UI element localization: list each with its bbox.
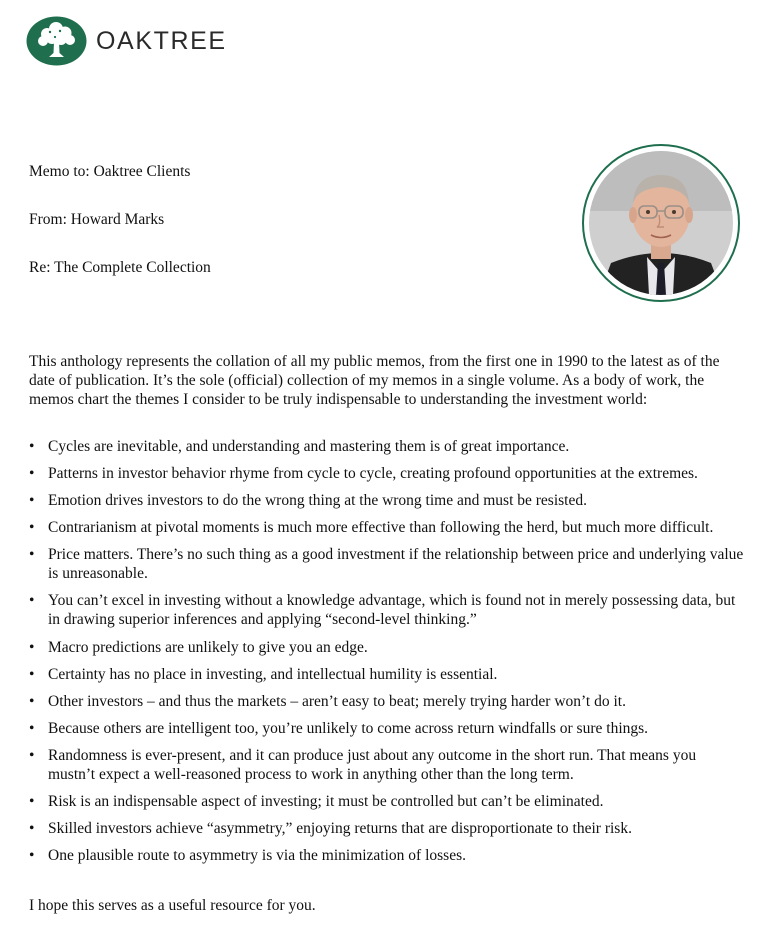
brand-name: OAKTREE — [96, 26, 227, 55]
list-item: • Contrarianism at pivotal moments is much more effective than following the herd, but much more difficult. — [29, 518, 744, 537]
themes-list — [29, 437, 744, 873]
list-item: • Other investors – and thus the markets – aren’t easy to beat; merely trying harder won’t do it. — [29, 692, 744, 711]
list-item: • Randomness is ever-present, and it can produce just about any outcome in the short run. That means you mustn’t expect a well-reasoned process to work in anything other than the long term. — [29, 746, 744, 784]
list-item: • Risk is an indispensable aspect of investing; it must be controlled but can’t be eliminated. — [29, 792, 744, 811]
author-portrait — [582, 144, 740, 302]
intro-paragraph: This anthology represents the collation of all my public memos, from the first one in 1990 to the latest as of the date of publication. It’s the sole (official) collection of my memos in a single volume. As a body of work, the memos chart the themes I consider to be truly indispensable to understanding the investment world: — [29, 353, 720, 408]
list-item: • Emotion drives investors to do the wrong thing at the wrong time and must be resisted. — [29, 491, 744, 510]
oak-tree-icon — [26, 16, 87, 66]
closing-line: I hope this serves as a useful resource for you. — [29, 897, 316, 914]
list-item: • Because others are intelligent too, you’re unlikely to come across return windfalls or sure things. — [29, 719, 744, 738]
list-item: • Skilled investors achieve “asymmetry,” enjoying returns that are disproportionate to their risk. — [29, 819, 744, 838]
portrait-illustration — [589, 151, 733, 295]
memo-re: Re: The Complete Collection — [29, 259, 211, 276]
list-item: • You can’t excel in investing without a knowledge advantage, which is found not in merely possessing data, but in drawing superior inferences and applying “second-level thinking.” — [29, 591, 744, 629]
memo-headers — [29, 162, 211, 306]
list-item: • One plausible route to asymmetry is via the minimization of losses. — [29, 846, 744, 865]
memo-to: Memo to: Oaktree Clients — [29, 163, 191, 180]
list-item: • Price matters. There’s no such thing as a good investment if the relationship between price and underlying value is unreasonable. — [29, 545, 744, 583]
list-item: • Macro predictions are unlikely to give you an edge. — [29, 638, 744, 657]
list-item: • Cycles are inevitable, and understanding and mastering them is of great importance. — [29, 437, 744, 456]
list-item: • Certainty has no place in investing, and intellectual humility is essential. — [29, 665, 744, 684]
memo-from: From: Howard Marks — [29, 211, 165, 228]
list-item: • Patterns in investor behavior rhyme from cycle to cycle, creating profound opportunities at the extremes. — [29, 464, 744, 483]
oaktree-logo — [26, 16, 227, 66]
